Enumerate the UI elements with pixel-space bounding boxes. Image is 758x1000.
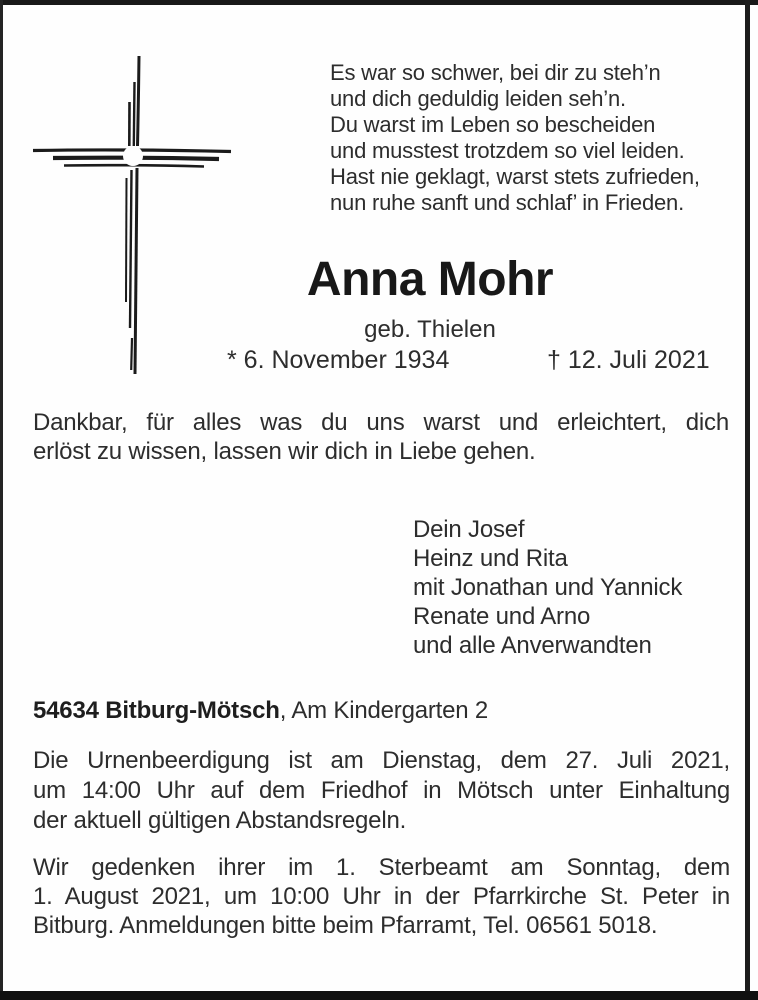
address-locality: 54634 Bitburg-Mötsch <box>33 697 280 724</box>
mourner-line: Dein Josef <box>413 516 525 543</box>
mourner-line: und alle Anverwandten <box>413 632 652 659</box>
memorial-line: Wir gedenken ihrer im 1. Sterbeamt am Sonntag, dem <box>33 854 730 881</box>
memorial-line: 1. August 2021, um 10:00 Uhr in der Pfarrkirche St. Peter in <box>33 883 730 910</box>
mourners-list <box>413 515 682 660</box>
poem-line: Es war so schwer, bei dir zu steh’n <box>330 60 661 85</box>
frame-left-rule <box>0 0 3 1000</box>
thanks-paragraph <box>33 408 729 466</box>
poem-line: nun ruhe sanft und schlaf’ in Frieden. <box>330 190 684 215</box>
cross-center-gap <box>123 146 143 166</box>
death-date: † 12. Juli 2021 <box>547 346 710 374</box>
memorial-poem <box>330 60 700 216</box>
poem-line: Hast nie geklagt, warst stets zufrieden, <box>330 164 700 189</box>
memorial-service-paragraph <box>33 853 730 940</box>
mourner-line: Renate und Arno <box>413 603 591 630</box>
burial-line: der aktuell gültigen Abstandsregeln. <box>33 807 407 834</box>
burial-line: um 14:00 Uhr auf dem Friedhof in Mötsch unter Einhaltung <box>33 777 730 804</box>
birth-date: * 6. November 1934 <box>227 346 450 374</box>
frame-bottom-rule <box>0 991 758 1000</box>
mourner-line: mit Jonathan und Yannick <box>413 574 683 601</box>
mourner-line: Heinz und Rita <box>413 545 568 572</box>
poem-line: Du warst im Leben so bescheiden <box>330 112 656 137</box>
address-street: , Am Kindergarten 2 <box>279 697 489 724</box>
address-line <box>33 696 488 725</box>
memorial-line: Bitburg. Anmeldungen bitte beim Pfarramt, Tel. 06561 5018. <box>33 912 658 939</box>
frame-right-rule <box>745 0 750 1000</box>
frame-top-rule <box>0 0 758 5</box>
burial-line: Die Urnenbeerdigung ist am Dienstag, dem 27. Juli 2021, <box>33 747 730 774</box>
maiden-name: geb. Thielen <box>364 316 496 343</box>
burial-paragraph <box>33 746 730 836</box>
deceased-name: Anna Mohr <box>306 253 554 306</box>
poem-line: und musstest trotzdem so viel leiden. <box>330 138 685 163</box>
thanks-line: Dankbar, für alles was du uns warst und erleichtert, dich <box>33 409 729 436</box>
thanks-line: erlöst zu wissen, lassen wir dich in Liebe gehen. <box>33 438 536 465</box>
poem-line: und dich geduldig leiden seh’n. <box>330 86 626 111</box>
